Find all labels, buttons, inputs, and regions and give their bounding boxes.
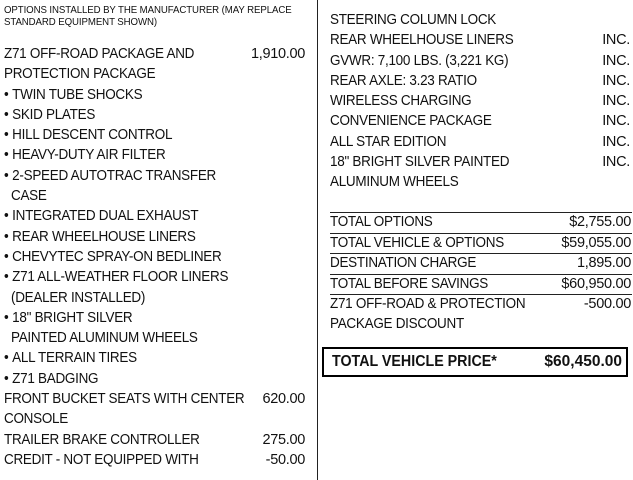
line-item-amount: INC. (602, 154, 630, 171)
line-item (330, 212, 632, 233)
line-item-label: ALUMINUM WHEELS (330, 174, 459, 191)
right-column (330, 10, 630, 193)
total-vehicle-price-amount: $60,450.00 (544, 353, 622, 370)
line-item-amount: INC. (602, 93, 630, 110)
option-list (4, 44, 308, 470)
total-vehicle-price-box (322, 347, 628, 377)
line-item-label: CASE (11, 188, 47, 205)
options-header-note: OPTIONS INSTALLED BY THE MANUFACTURER (MAY REPLACE STANDARD EQUIPMENT SHOWN) (4, 4, 292, 28)
line-item-label: • SKID PLATES (4, 105, 95, 125)
line-item-label: • TWIN TUBE SHOCKS (4, 85, 142, 105)
line-item (330, 71, 630, 91)
line-item-amount: -500.00 (583, 296, 631, 312)
line-item-label: PAINTED ALUMINUM WHEELS (11, 330, 198, 347)
line-item (4, 145, 308, 165)
line-item-label: • Z71 BADGING (4, 369, 98, 389)
line-item (4, 328, 308, 348)
line-item (330, 10, 630, 30)
line-item-amount: 1,910.00 (250, 46, 305, 62)
line-item (4, 227, 308, 247)
line-item-amount: $2,755.00 (569, 214, 631, 230)
line-item-label: TOTAL OPTIONS (330, 214, 433, 230)
line-item-amount: 620.00 (262, 391, 305, 408)
totals-section (330, 212, 632, 334)
line-item (330, 253, 632, 274)
line-item-amount: INC. (602, 52, 630, 69)
line-item (4, 348, 308, 368)
line-item (330, 274, 632, 295)
line-item-amount: 1,895.00 (576, 255, 631, 271)
line-item-label: • CHEVYTEC SPRAY-ON BEDLINER (4, 247, 221, 267)
line-item-label: CONVENIENCE PACKAGE (330, 113, 492, 130)
line-item-amount: INC. (602, 133, 630, 150)
line-item-label: • HILL DESCENT CONTROL (4, 125, 172, 145)
line-item-label: PROTECTION PACKAGE (4, 66, 156, 83)
line-item-label: (DEALER INSTALLED) (11, 289, 146, 306)
line-item (4, 85, 308, 105)
line-item (4, 105, 308, 125)
line-item (330, 294, 632, 315)
line-item (330, 315, 632, 335)
left-column (4, 4, 308, 468)
line-item-label: Z71 OFF-ROAD & PROTECTION (330, 296, 526, 312)
line-item-label: PACKAGE DISCOUNT (330, 315, 464, 332)
line-item (330, 51, 630, 71)
line-item-label: TRAILER BRAKE CONTROLLER (4, 431, 200, 448)
line-item (4, 389, 308, 409)
line-item-label: ALL STAR EDITION (330, 133, 447, 150)
line-item (4, 206, 308, 226)
line-item (4, 450, 308, 470)
line-item (4, 166, 308, 186)
line-item (4, 44, 308, 64)
line-item (4, 288, 308, 308)
line-item-label: DESTINATION CHARGE (330, 255, 477, 271)
line-item-amount: 275.00 (262, 431, 305, 448)
line-item-label: TOTAL BEFORE SAVINGS (330, 275, 489, 292)
line-item (4, 369, 308, 389)
line-item (330, 132, 630, 152)
line-item-amount: INC. (602, 113, 630, 130)
line-item (4, 125, 308, 145)
line-item-label: REAR AXLE: 3.23 RATIO (330, 72, 477, 89)
line-item (330, 233, 632, 254)
line-item-label: TOTAL VEHICLE & OPTIONS (330, 234, 504, 251)
line-item-label: REAR WHEELHOUSE LINERS (330, 32, 514, 49)
line-item (330, 152, 630, 172)
line-item (330, 91, 630, 111)
line-item-label: Z71 OFF-ROAD PACKAGE AND (4, 46, 195, 62)
line-item-amount: INC. (602, 32, 630, 49)
line-item-amount: INC. (602, 72, 630, 89)
line-item (4, 64, 308, 84)
line-item-amount: $59,055.00 (561, 234, 631, 251)
line-item-label: • INTEGRATED DUAL EXHAUST (4, 206, 198, 226)
line-item (330, 30, 630, 50)
line-item-label: 18" BRIGHT SILVER PAINTED (330, 154, 510, 171)
line-item (4, 267, 308, 287)
line-item-label: CONSOLE (4, 411, 68, 428)
line-item-label: GVWR: 7,100 LBS. (3,221 KG) (330, 52, 509, 69)
line-item (330, 172, 630, 192)
line-item-label: • REAR WHEELHOUSE LINERS (4, 227, 196, 247)
line-item (4, 430, 308, 450)
line-item (4, 308, 308, 328)
line-item-label: STEERING COLUMN LOCK (330, 12, 497, 28)
line-item-label: • ALL TERRAIN TIRES (4, 348, 137, 368)
line-item (4, 247, 308, 267)
line-item-label: • 18" BRIGHT SILVER (4, 308, 132, 328)
column-divider (317, 0, 318, 480)
line-item-label: FRONT BUCKET SEATS WITH CENTER (4, 391, 245, 408)
line-item-label: • Z71 ALL-WEATHER FLOOR LINERS (4, 267, 228, 287)
line-item-label: CREDIT - NOT EQUIPPED WITH (4, 451, 199, 468)
line-item-amount: $60,950.00 (561, 275, 631, 292)
line-item (4, 186, 308, 206)
line-item (4, 409, 308, 429)
line-item-label: • HEAVY-DUTY AIR FILTER (4, 145, 165, 165)
line-item-amount: -50.00 (265, 451, 305, 468)
total-vehicle-price-label: TOTAL VEHICLE PRICE* (332, 353, 497, 370)
line-item-label: WIRELESS CHARGING (330, 93, 472, 110)
line-item (330, 111, 630, 131)
line-item-label: • 2-SPEED AUTOTRAC TRANSFER (4, 166, 216, 186)
